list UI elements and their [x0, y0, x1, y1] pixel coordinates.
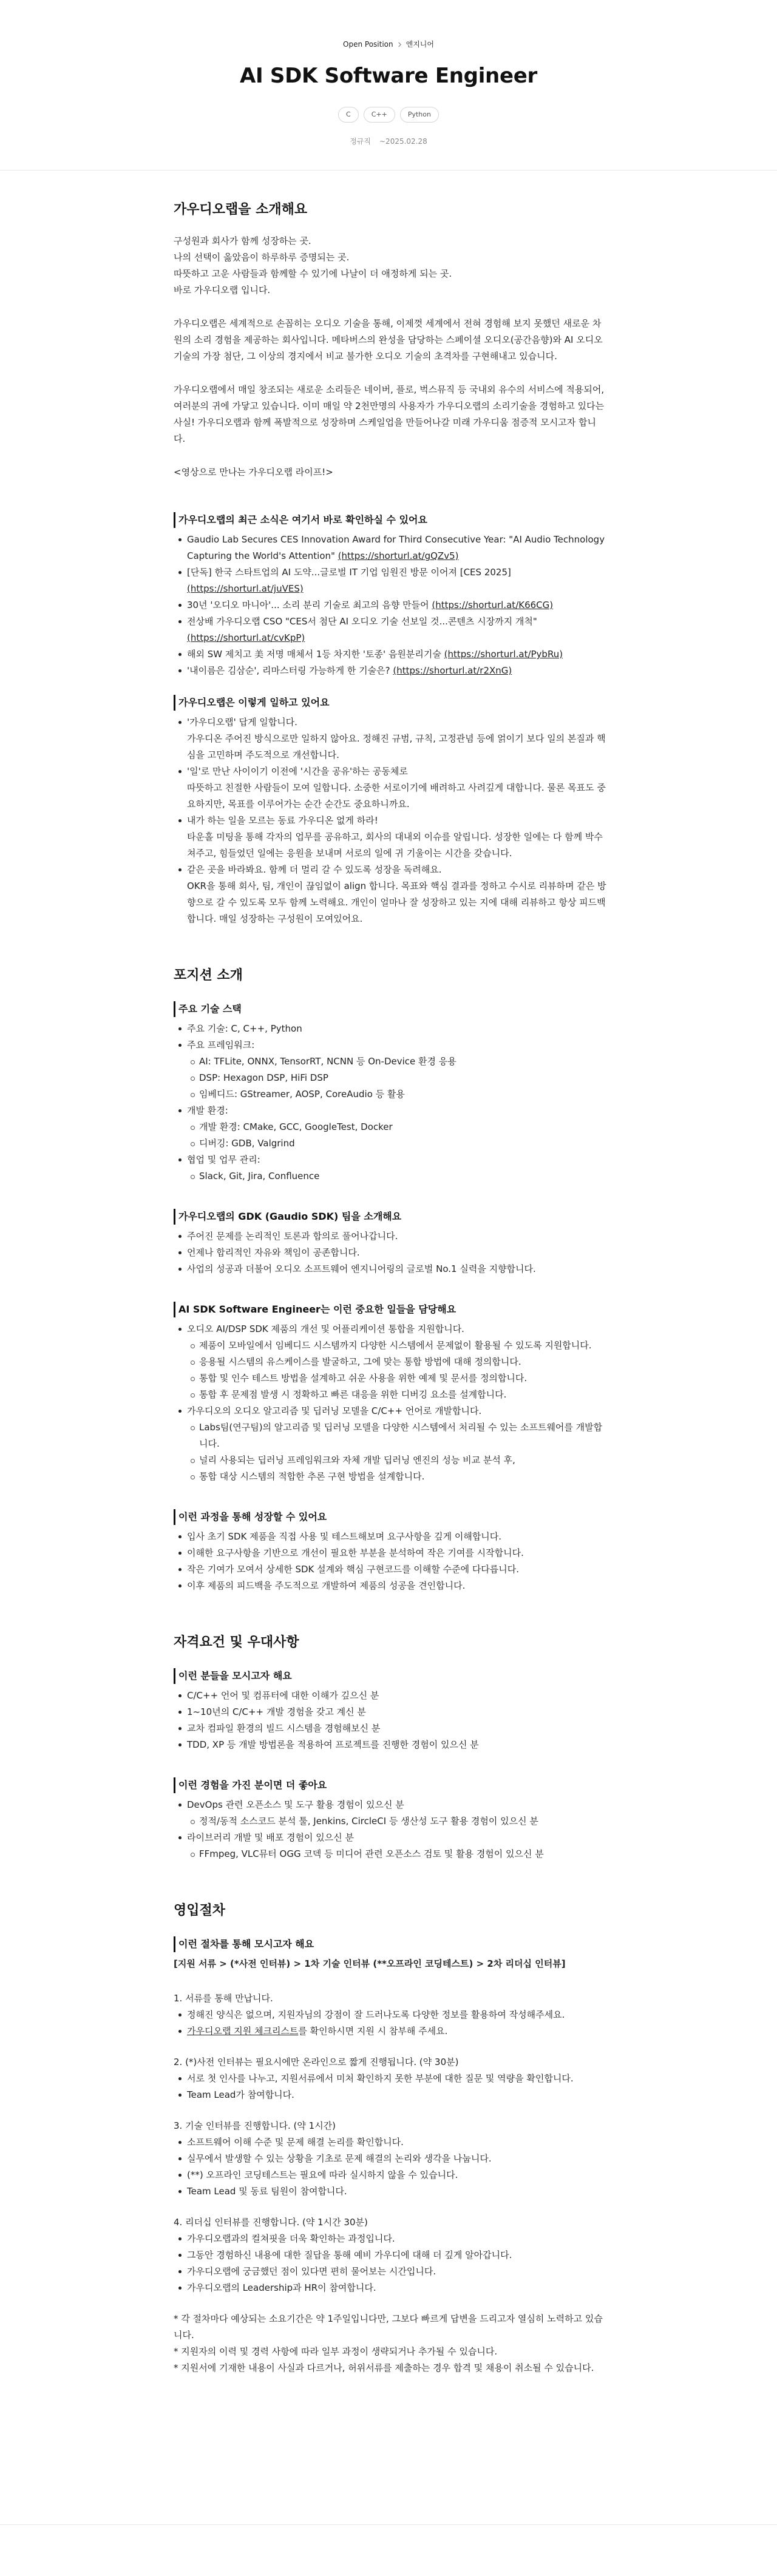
preferred-item-text: 라이브러리 개발 및 배포 경험이 있으신 분	[187, 1832, 354, 1843]
role-item	[174, 1403, 607, 1485]
role-item	[174, 1321, 607, 1403]
skill-tag: Python	[400, 107, 439, 123]
preferred-subitem: 정적/동적 소스코드 분석 툴, Jenkins, CircleCI 등 생산성 도구 활용 경험이 있으신 분	[187, 1813, 607, 1830]
stack-item	[174, 1103, 607, 1152]
stack-label: 주요 프레임워크:	[187, 1040, 255, 1050]
role-subitem: Labs팀(연구팀)의 알고리즘 및 딥러닝 모델을 다양한 시스템에서 처리될 수 있는 소프트웨어를 개발합니다.	[187, 1419, 607, 1452]
growth-list	[174, 1529, 607, 1594]
stack-heading: 주요 기술 스택	[174, 1001, 607, 1017]
job-meta	[0, 136, 777, 147]
breadcrumb-current[interactable]: 엔지니어	[405, 40, 434, 49]
team-list	[174, 1228, 607, 1277]
role-subitem: 통합 및 인수 테스트 방법을 설계하고 쉬운 사용을 위한 예제 및 문서를 정의합니다.	[187, 1370, 607, 1387]
culture-item-body: 타운홀 미팅을 통해 각자의 업무를 공유하고, 회사의 대내외 이슈를 알립니다. 성장한 일에는 다 함께 박수 쳐주고, 힘들었던 일에는 응원을 보내며 서로의 일에 귀 기울이는 시간을 갖습니다.	[187, 831, 603, 859]
skill-tag: C++	[364, 107, 395, 123]
chevron-right-icon	[397, 42, 402, 47]
news-item	[174, 532, 607, 564]
growth-item: 작은 기여가 모여서 상세한 SDK 설계와 핵심 구현코드를 이해할 수준에 다다릅니다.	[174, 1561, 607, 1578]
news-item	[174, 564, 607, 597]
header-divider	[0, 170, 777, 171]
process-step	[174, 1990, 607, 2040]
news-link[interactable]: (https://shorturl.at/gQZv5)	[338, 550, 459, 561]
footer-divider	[0, 2524, 777, 2525]
video-note: <영상으로 만나는 가우디오랩 라이프!>	[174, 467, 333, 478]
news-item	[174, 597, 607, 614]
culture-item-title: '가우디오랩' 답게 일합니다.	[187, 717, 297, 728]
role-item-text: 가우디오의 오디오 알고리즘 및 딥러닝 모델을 C/C++ 언어로 개발합니다.	[187, 1405, 482, 1416]
team-heading: 가우디오랩의 GDK (Gaudio SDK) 팀을 소개해요	[174, 1209, 607, 1225]
culture-item-title: 내가 하는 일을 모르는 동료 가우디온 없게 하라!	[187, 815, 378, 826]
news-link[interactable]: (https://shorturl.at/PybRu)	[444, 649, 563, 660]
growth-heading: 이런 과정을 통해 성장할 수 있어요	[174, 1509, 607, 1525]
required-item: C/C++ 언어 및 컴퓨터에 대한 이해가 깊으신 분	[174, 1688, 607, 1704]
preferred-sublist	[187, 1813, 607, 1830]
culture-item-body: 따뜻하고 친절한 사람들이 모여 일합니다. 소중한 서로이기에 배려하고 사려깊게 대합니다. 물론 목표도 중요하지만, 목표를 이루어가는 순간 순간도 중요하니까요.	[187, 782, 606, 810]
stack-sublist	[187, 1119, 607, 1152]
process-step-item: 가우디오랩에 궁금했던 점이 있다면 편히 물어보는 시간입니다.	[174, 2263, 607, 2280]
news-item	[174, 646, 607, 663]
culture-item	[174, 763, 607, 813]
role-subitem: 널리 사용되는 딥러닝 프레임워크와 자체 개발 딥러닝 엔진의 성능 비교 분석 후,	[187, 1452, 607, 1469]
intro-lines	[174, 233, 607, 299]
news-text: Gaudio Lab Secures CES Innovation Award for Third Consecutive Year: "AI Audio Technology Capturing the World's Attention"	[187, 534, 605, 561]
process-subheading: 이런 절차를 통해 모시고자 해요	[174, 1936, 607, 1952]
news-heading: 가우디오랩의 최근 소식은 여기서 바로 확인하실 수 있어요	[174, 512, 607, 528]
role-list	[174, 1321, 607, 1485]
role-subitem: 제품이 모바일에서 임베디드 시스템까지 다양한 시스템에서 문제없이 활용될 수 있도록 지원합니다.	[187, 1337, 607, 1354]
process-step-item-suffix: 를 확인하시면 지원 시 참부해 주세요.	[298, 2026, 448, 2037]
role-item-text: 오디오 AI/DSP SDK 제품의 개선 및 어플리케이션 통합을 지원합니다.	[187, 1323, 464, 1334]
process-step-title: 1. 서류를 통해 만납니다.	[174, 1993, 273, 2004]
preferred-list	[174, 1797, 607, 1862]
news-link[interactable]: (https://shorturl.at/r2XnG)	[393, 665, 512, 676]
news-link[interactable]: (https://shorturl.at/juVES)	[187, 583, 304, 594]
stack-subitem: DSP: Hexagon DSP, HiFi DSP	[187, 1070, 607, 1086]
stack-subitem: AI: TFLite, ONNX, TensorRT, NCNN 등 On-Device 환경 응용	[187, 1053, 607, 1070]
growth-item: 입사 초기 SDK 제품을 직접 사용 및 테스트해보며 요구사항을 깊게 이해합니다.	[174, 1529, 607, 1545]
process-step-item: 서로 첫 인사를 나누고, 지원서류에서 미처 확인하지 못한 부분에 대한 질문 및 역량을 확인합니다.	[174, 2071, 607, 2087]
news-link[interactable]: (https://shorturl.at/cvKpP)	[187, 632, 305, 643]
process-step-title: 3. 기술 인터뷰를 진행합니다. (약 1시간)	[174, 2120, 336, 2131]
process-step-list	[174, 2231, 607, 2296]
breadcrumb	[0, 39, 777, 50]
preferred-heading: 이런 경험을 가진 분이면 더 좋아요	[174, 1777, 607, 1793]
process-step-item: (**) 오프라인 코딩테스트는 필요에 따라 실시하지 않을 수 있습니다.	[174, 2167, 607, 2183]
role-subitem: 응용될 시스템의 유스케이스를 발굴하고, 그에 맞는 통합 방법에 대해 정의합니다.	[187, 1354, 607, 1370]
intro-line: 바로 가우디오랩 입니다.	[174, 285, 271, 296]
process-note: * 지원자의 이력 및 경력 사항에 따라 일부 과정이 생략되거나 추가될 수 있습니다.	[174, 2346, 498, 2357]
page-title: AI SDK Software Engineer	[240, 64, 537, 88]
process-step-item: 그동안 경험하신 내용에 대한 질답을 통해 예비 가우디에 대해 더 깊게 알아갑니다.	[174, 2247, 607, 2263]
role-subitem: 통합 후 문제점 발생 시 정확하고 빠른 대응을 위한 디버깅 요소를 설계합니다.	[187, 1387, 607, 1403]
news-text: '내이름은 김삼순', 리마스터링 가능하게 한 기술은?	[187, 665, 393, 676]
preferred-item	[174, 1830, 607, 1862]
culture-heading: 가우디오랩은 이렇게 일하고 있어요	[174, 695, 607, 711]
preferred-item-text: DevOps 관련 오픈소스 및 도구 활용 경험이 있으신 분	[187, 1799, 404, 1810]
team-item: 사업의 성공과 더불어 오디오 소프트웨어 엔지니어링의 글로벌 No.1 실력을 지향합니다.	[174, 1261, 607, 1277]
stack-sublist	[187, 1053, 607, 1103]
breadcrumb-section-link[interactable]: Open Position	[343, 40, 393, 49]
news-text: 전상배 가우디오랩 CSO "CES서 첨단 AI 오디오 기술 선보일 것...콘텐츠 시장까지 개척"	[187, 616, 537, 627]
preferred-item	[174, 1797, 607, 1830]
news-text: [단독] 한국 스타트업의 AI 도약...글로벌 IT 기업 임원진 방문 이어져 [CES 2025]	[187, 567, 511, 578]
news-link[interactable]: (https://shorturl.at/K66CG)	[432, 600, 554, 610]
culture-item-body: OKR을 통해 회사, 팀, 개인이 끊임없이 align 합니다. 목표와 핵심 결과를 정하고 수시로 리뷰하며 같은 방향으로 갈 수 있도록 모두 함께 노력해요. 개인이 얼마나 잘 성장하고 있는 지에 대해 리뷰하고 항상 피드백합니다. 매일 성장하는 구성원이 모여있어요.	[187, 881, 606, 924]
process-step	[174, 2054, 607, 2103]
growth-item: 이후 제품의 피드백을 주도적으로 개발하여 제품의 성공을 견인합니다.	[174, 1578, 607, 1594]
intro-line: 구성원과 회사가 함께 성장하는 곳.	[174, 235, 311, 246]
skill-tags	[0, 107, 777, 123]
culture-item-title: 같은 곳을 바라봐요. 함께 더 멀리 갈 수 있도록 성장을 독려해요.	[187, 864, 442, 875]
team-item: 주어진 문제를 논리적인 토론과 합의로 풀어나갑니다.	[174, 1228, 607, 1245]
job-header	[0, 0, 777, 171]
news-list	[174, 532, 607, 679]
process-step-title: 2. (*)사전 인터뷰는 필요시에만 온라인으로 짧게 진행됩니다. (약 30분)	[174, 2057, 459, 2067]
stack-item: 주요 기술: C, C++, Python	[174, 1021, 607, 1037]
qualifications-heading: 자격요건 및 우대사항	[174, 1635, 299, 1650]
preferred-sublist	[187, 1846, 607, 1862]
required-item: 1~10년의 C/C++ 개발 경험을 갖고 계신 분	[174, 1704, 607, 1720]
process-step-list	[174, 2071, 607, 2103]
process-step-item	[174, 2023, 607, 2040]
stack-list	[174, 1021, 607, 1185]
culture-item	[174, 862, 607, 927]
culture-item	[174, 714, 607, 763]
process-step	[174, 2118, 607, 2200]
process-step-title: 4. 리더십 인터뷰를 진행합니다. (약 1시간 30분)	[174, 2217, 368, 2228]
skill-tag: C	[338, 107, 359, 123]
role-subitem: 통합 대상 시스템의 적합한 추론 구현 방법을 설계합니다.	[187, 1469, 607, 1485]
stack-subitem: Slack, Git, Jira, Confluence	[187, 1168, 607, 1185]
news-item	[174, 663, 607, 679]
process-step-item: 정해진 양식은 없으며, 지원자님의 강점이 잘 드러나도록 다양한 정보를 활용하여 작성해주세요.	[174, 2007, 607, 2023]
required-list	[174, 1688, 607, 1753]
stack-sublist	[187, 1168, 607, 1185]
process-step-item: 가우디오랩과의 컬쳐핏을 더욱 확인하는 과정입니다.	[174, 2231, 607, 2247]
role-heading: AI SDK Software Engineer는 이런 중요한 일들을 담당해요	[174, 1302, 607, 1317]
process-heading: 영입절차	[174, 1903, 226, 1918]
process-step-item: 실무에서 발생할 수 있는 상황을 기초로 문제 해결의 논리와 생각을 나눕니다.	[174, 2151, 607, 2167]
process-step-list	[174, 2134, 607, 2200]
process-flow: [지원 서류 > (*사전 인터뷰) > 1차 기술 인터뷰 (**오프라인 코딩테스트) > 2차 리더십 인터뷰]	[174, 1958, 566, 1969]
process-step-item: 가우디오랩의 Leadership과 HR이 참여합니다.	[174, 2280, 607, 2296]
required-item: TDD, XP 등 개발 방법론을 적용하여 프로젝트를 진행한 경험이 있으신 분	[174, 1737, 607, 1753]
stack-item	[174, 1152, 607, 1185]
stack-subitem: 임베디드: GStreamer, AOSP, CoreAudio 등 활용	[187, 1086, 607, 1103]
intro-line: 나의 선택이 옳았음이 하루하루 증명되는 곳.	[174, 252, 350, 263]
intro-paragraph: 가우디오랩은 세계적으로 손꼽히는 오디오 기술을 통해, 이제껏 세계에서 전혀 경험해 보지 못했던 새로운 차원의 소리 경험을 제공하는 회사입니다. 메타버스의 완성을 담당하는 스페이셜 오디오(공간음향)와 AI 오디오 기술의 가장 첨단, 그 이상의 경지에서 비교 불가한 오디오 기술의 초격차를 구현해내고 있습니다.	[174, 318, 603, 362]
stack-label: 협업 및 업무 관리:	[187, 1154, 260, 1165]
culture-list	[174, 714, 607, 927]
stack-subitem: 개발 환경: CMake, GCC, GoogleTest, Docker	[187, 1119, 607, 1135]
job-description	[174, 200, 607, 2376]
stack-label: 개발 환경:	[187, 1105, 228, 1116]
stack-subitem: 디버깅: GDB, Valgrind	[187, 1135, 607, 1152]
growth-item: 이해한 요구사항을 기반으로 개선이 필요한 부분을 분석하여 작은 기여를 시작합니다.	[174, 1545, 607, 1561]
intro-line: 따뜻하고 고운 사람들과 함께할 수 있기에 나날이 더 애정하게 되는 곳.	[174, 268, 452, 279]
process-note: * 각 절차마다 예상되는 소요기간은 약 1주일입니다만, 그보다 빠르게 답변을 드리고자 열심히 노력하고 있습니다.	[174, 2313, 603, 2341]
position-heading: 포지션 소개	[174, 968, 243, 983]
checklist-link[interactable]: 가우디오랩 지원 체크리스트	[187, 2026, 299, 2037]
news-item	[174, 614, 607, 646]
culture-item	[174, 813, 607, 862]
required-heading: 이런 분들을 모시고자 해요	[174, 1668, 607, 1684]
required-item: 교차 컴파일 환경의 빌드 시스템을 경험해보신 분	[174, 1720, 607, 1737]
news-text: 해외 SW 제치고 美 저명 매체서 1등 차지한 '토종' 음원분리기술	[187, 649, 444, 660]
deadline: ~2025.02.28	[379, 137, 427, 146]
process-step	[174, 2214, 607, 2296]
process-step-list	[174, 2007, 607, 2040]
preferred-subitem: FFmpeg, VLC뮤터 OGG 코덱 등 미디어 관련 오픈소스 검토 및 활용 경험이 있으신 분	[187, 1846, 607, 1862]
culture-item-body: 가우디온 주어진 방식으로만 일하지 않아요. 정해진 규범, 규칙, 고정관념 등에 얽이기 보다 일의 본질과 핵심을 고민하며 주도적으로 개선합니다.	[187, 733, 606, 760]
stack-item	[174, 1037, 607, 1103]
process-notes	[174, 2311, 607, 2376]
employment-type: 정규직	[350, 137, 371, 146]
process-step-item: Team Lead가 참여합니다.	[174, 2087, 607, 2103]
intro-paragraph: 가우디오랩에서 매일 창조되는 새로운 소리들은 네이버, 플로, 벅스뮤직 등 국내외 유수의 서비스에 적용되어, 여러분의 귀에 가닿고 있습니다. 이미 매일 약 2천만명의 사용자가 가우디오랩의 소리기술을 경험하고 있다는 사실! 가우디오랩과 함께 폭발적으로 성장하며 스케일업을 만들어나갈 미래 가우디움 점증적 모시고자 합니다.	[174, 384, 605, 444]
process-step-item: 소프트웨어 이해 수준 및 문제 해결 논리를 확인합니다.	[174, 2134, 607, 2151]
intro-heading: 가우디오랩을 소개해요	[174, 202, 308, 217]
process-note: * 지원서에 기재한 내용이 사실과 다르거나, 허위서류를 제출하는 경우 합격 및 채용이 취소될 수 있습니다.	[174, 2362, 594, 2373]
culture-item-title: '일'로 만난 사이이기 이전에 '시간을 공유'하는 공동체로	[187, 766, 408, 777]
process-step-item: Team Lead 및 동료 팀원이 참여합니다.	[174, 2183, 607, 2200]
role-sublist	[187, 1419, 607, 1485]
team-item: 언제나 합리적인 자유와 책임이 공존합니다.	[174, 1245, 607, 1261]
role-sublist	[187, 1337, 607, 1403]
news-text: 30년 '오디오 마니아'... 소리 분리 기술로 최고의 음향 만들어	[187, 600, 432, 610]
